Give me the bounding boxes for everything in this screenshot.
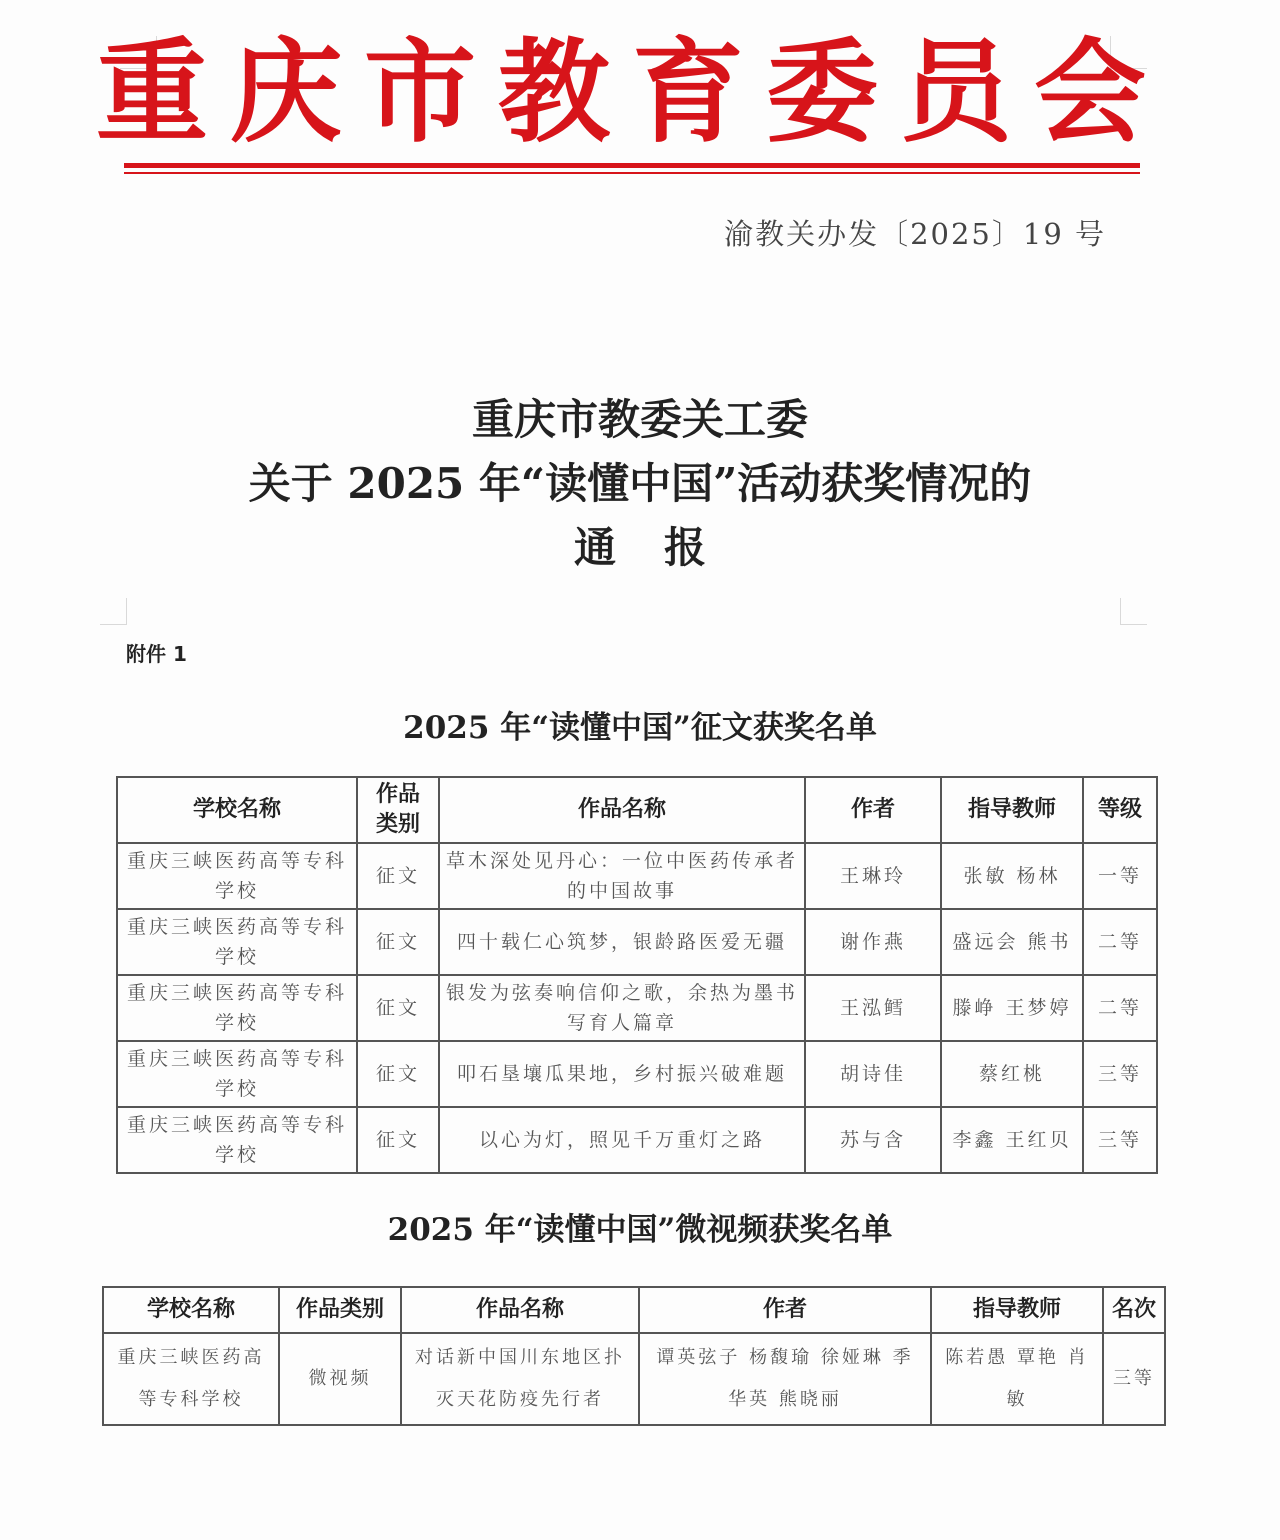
header-work-title: 作品名称 (401, 1287, 639, 1333)
essay-award-table (116, 776, 1158, 1174)
header-work-title: 作品名称 (439, 777, 805, 843)
cell-grade: 三等 (1083, 1107, 1157, 1173)
cell-advisor: 陈若愚 覃艳 肖敏 (931, 1333, 1103, 1425)
header-author: 作者 (805, 777, 941, 843)
header-rank: 名次 (1103, 1287, 1165, 1333)
cell-category: 征文 (357, 843, 439, 909)
cell-author: 谭英弦子 杨馥瑜 徐娅琳 季华英 熊晓丽 (639, 1333, 931, 1425)
table-header-row (117, 777, 1157, 843)
cell-author: 谢作燕 (805, 909, 941, 975)
cell-grade: 二等 (1083, 909, 1157, 975)
cell-work-title: 银发为弦奏响信仰之歌，余热为墨书写育人篇章 (439, 975, 805, 1041)
cell-grade: 三等 (1083, 1041, 1157, 1107)
header-author: 作者 (639, 1287, 931, 1333)
masthead-red-rule (124, 163, 1140, 168)
cell-grade: 一等 (1083, 843, 1157, 909)
masthead-red-rule-thin (124, 172, 1140, 174)
cell-category: 微视频 (279, 1333, 401, 1425)
cell-work-title: 对话新中国川东地区扑灭天花防疫先行者 (401, 1333, 639, 1425)
cell-school: 重庆三峡医药高等专科学校 (117, 975, 357, 1041)
cell-category: 征文 (357, 909, 439, 975)
table-row (117, 1107, 1157, 1173)
crop-mark-mid-right (1120, 598, 1147, 625)
header-category: 作品类别 (357, 777, 439, 843)
document-title (140, 388, 1140, 580)
table-row (117, 909, 1157, 975)
title-line-3: 通报 (573, 523, 754, 572)
header-advisor: 指导教师 (931, 1287, 1103, 1333)
cell-category: 征文 (357, 1041, 439, 1107)
cell-advisor: 张敏 杨林 (941, 843, 1083, 909)
cell-school: 重庆三峡医药高等专科学校 (117, 909, 357, 975)
cell-category: 征文 (357, 975, 439, 1041)
video-award-table (102, 1286, 1166, 1426)
cell-school: 重庆三峡医药高等专科学校 (117, 1041, 357, 1107)
essay-table-title: 2025 年“读懂中国”征文获奖名单 (403, 710, 877, 746)
cell-advisor: 蔡红桃 (941, 1041, 1083, 1107)
crop-mark-mid-left (100, 598, 127, 625)
cell-grade: 二等 (1083, 975, 1157, 1041)
cell-advisor: 盛远会 熊书 (941, 909, 1083, 975)
cell-work-title: 草木深处见丹心：一位中医药传承者的中国故事 (439, 843, 805, 909)
title-line-1: 重庆市教委关工委 (471, 395, 808, 444)
cell-work-title: 以心为灯，照见千万重灯之路 (439, 1107, 805, 1173)
cell-author: 苏与含 (805, 1107, 941, 1173)
video-table-title: 2025 年“读懂中国”微视频获奖名单 (387, 1212, 893, 1248)
cell-school: 重庆三峡医药高等专科学校 (117, 1107, 357, 1173)
table-row (103, 1333, 1165, 1425)
cell-advisor: 李鑫 王红贝 (941, 1107, 1083, 1173)
header-category: 作品类别 (279, 1287, 401, 1333)
table-header-row (103, 1287, 1165, 1333)
masthead: 重庆市教育委员会 (96, 28, 1168, 158)
cell-school: 重庆三峡医药高等专科学校 (103, 1333, 279, 1425)
cell-school: 重庆三峡医药高等专科学校 (117, 843, 357, 909)
attachment-label: 附件 1 (126, 642, 187, 666)
table-row (117, 843, 1157, 909)
cell-author: 王泓鳕 (805, 975, 941, 1041)
cell-rank: 三等 (1103, 1333, 1165, 1425)
header-school: 学校名称 (117, 777, 357, 843)
title-line-2: 关于 2025 年“读懂中国”活动获奖情况的 (248, 459, 1032, 508)
document-number: 渝教关办发〔2025〕19 号 (724, 217, 1106, 251)
cell-advisor: 滕峥 王梦婷 (941, 975, 1083, 1041)
header-school: 学校名称 (103, 1287, 279, 1333)
table-row (117, 975, 1157, 1041)
cell-author: 胡诗佳 (805, 1041, 941, 1107)
header-grade: 等级 (1083, 777, 1157, 843)
cell-work-title: 四十载仁心筑梦，银龄路医爱无疆 (439, 909, 805, 975)
cell-work-title: 叩石垦壤瓜果地，乡村振兴破难题 (439, 1041, 805, 1107)
header-advisor: 指导教师 (941, 777, 1083, 843)
table-row (117, 1041, 1157, 1107)
cell-category: 征文 (357, 1107, 439, 1173)
cell-author: 王琳玲 (805, 843, 941, 909)
